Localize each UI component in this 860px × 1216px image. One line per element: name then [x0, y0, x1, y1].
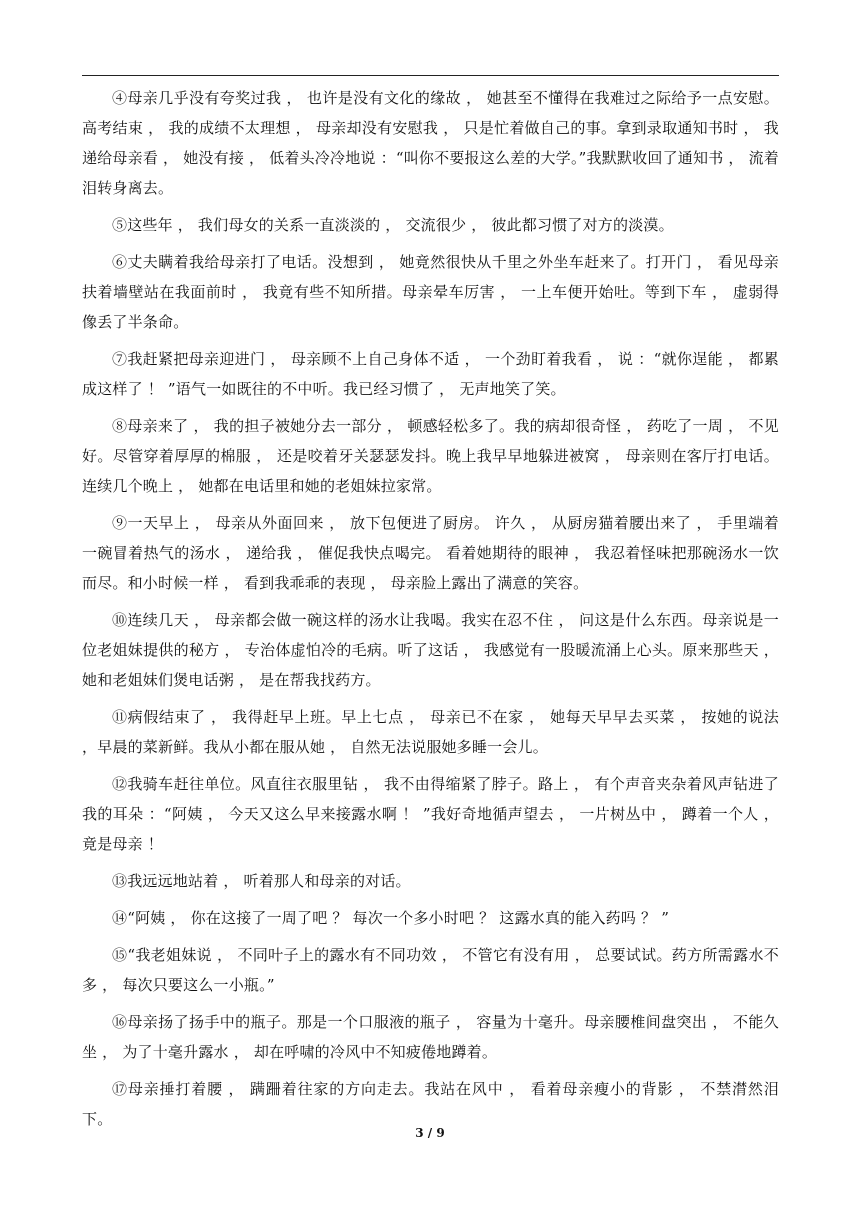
page-number: 3 / 9 [415, 1126, 445, 1140]
paragraph-15: ⑮“我老姐妹说 ， 不同叶子上的露水有不同功效 ， 不管它有没有用 ， 总要试试。药方所需露水不多 ， 每次只要这么一小瓶。” [82, 946, 779, 994]
paragraph-12: ⑫我骑车赶往单位。风直往衣服里钻 ， 我不由得缩紧了脖子。路上 ， 有个声音夹杂着风声钻进了我的耳朵 ：“阿姨 ， 今天又这么早来接露水啊 ！ ”我好奇地循声望去 ， 一片树丛中 ， 蹲着一个人 ，竟是母亲 ！ [82, 775, 779, 853]
paragraph-7: ⑦我赶紧把母亲迎进门 ， 母亲顾不上自己身体不适 ， 一个劲盯着我看 ， 说 ：“就你逞能 ， 都累成这样了 ！ ”语气一如既往的不中听。我已经习惯了 ， 无声地笑了笑。 [82, 350, 779, 398]
paragraph-8: ⑧母亲来了 ， 我的担子被她分去一部分 ， 顿感轻松多了。我的病却很奇怪 ， 药吃了一周 ， 不见好。尽管穿着厚厚的棉服 ， 还是咬着牙关瑟瑟发抖。晚上我早早地躲进被窝 ， 母亲则在客厅打电话。连续几个晚上 ， 她都在电话里和她的老姐妹拉家常。 [82, 417, 779, 495]
paragraph-17: ⑰母亲捶打着腰 ， 蹒跚着往家的方向走去。我站在风中 ， 看着母亲瘦小的背影 ， 不禁潸然泪下。 [82, 1080, 779, 1128]
paragraph-16: ⑯母亲扬了扬手中的瓶子。那是一个口服液的瓶子 ， 容量为十毫升。母亲腰椎间盘突出 ， 不能久坐 ， 为了十毫升露水 ， 却在呼啸的冷风中不知疲倦地蹲着。 [82, 1013, 779, 1061]
paragraph-4: ④母亲几乎没有夸奖过我 ， 也许是没有文化的缘故 ， 她甚至不懂得在我难过之际给予一点安慰。高考结束 ， 我的成绩不太理想 ， 母亲却没有安慰我 ， 只是忙着做自己的事。拿到录取通知书时 ， 我递给母亲看 ， 她没有接 ， 低着头冷冷地说 ：“叫你不要报这么差的大学。”我默默收回了通知书 ， 流着泪转身离去。 [82, 89, 779, 197]
paragraph-14: ⑭“阿姨 ， 你在这接了一周了吧 ？ 每次一个多小时吧 ？ 这露水真的能入药吗 ？ ” [112, 909, 670, 927]
paragraph-11: ⑪病假结束了 ， 我得赶早上班。早上七点 ， 母亲已不在家 ， 她每天早早去买菜 ， 按她的说法 ，早晨的菜新鲜。我从小都在服从她 ， 自然无法说服她多睡一会儿。 [82, 708, 779, 756]
article-body [82, 83, 779, 1141]
header-rule [82, 75, 779, 76]
paragraph-13: ⑬我远远地站着 ， 听着那人和母亲的对话。 [112, 872, 411, 890]
paragraph-5: ⑤这些年 ， 我们母女的关系一直淡淡的 ， 交流很少 ， 彼此都习惯了对方的淡漠。 [112, 216, 674, 234]
paragraph-9: ⑨一天早上 ， 母亲从外面回来 ， 放下包便进了厨房。 许久 ， 从厨房猫着腰出来了 ， 手里端着一碗冒着热气的汤水 ， 递给我 ， 催促我快点喝完。 看着她期待的眼神 ， 我忍着怪味把那碗汤水一饮而尽。和小时候一样 ， 看到我乖乖的表现 ， 母亲脸上露出了满意的笑容。 [82, 514, 779, 592]
paragraph-6: ⑥丈夫瞒着我给母亲打了电话。没想到 ， 她竟然很快从千里之外坐车赶来了。打开门 ， 看见母亲扶着墙壁站在我面前时 ， 我竟有些不知所措。母亲晕车厉害 ， 一上车便开始吐。等到下车 ， 虚弱得像丢了半条命。 [82, 253, 779, 331]
paragraph-10: ⑩连续几天 ， 母亲都会做一碗这样的汤水让我喝。我实在忍不住 ， 问这是什么东西。母亲说是一位老姐妹提供的秘方 ， 专治体虚怕冷的毛病。听了这话 ， 我感觉有一股暖流涌上心头。原来那些天 ，她和老姐妹们煲电话粥 ， 是在帮我找药方。 [82, 611, 779, 689]
